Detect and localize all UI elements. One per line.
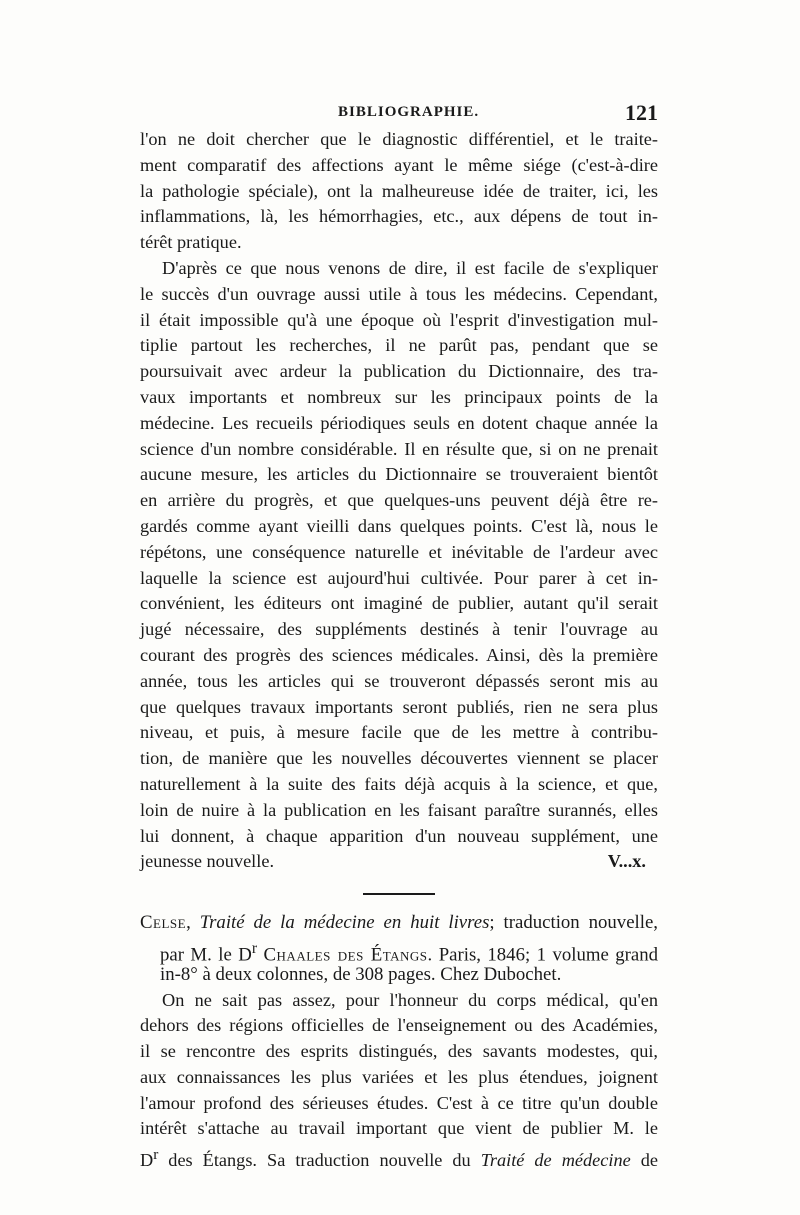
text-block (140, 127, 658, 1171)
text-line: jugé nécessaire, des suppléments destinés à tenir l'ouvrage au (140, 619, 658, 640)
text-line: il était impossible qu'à une époque où l'esprit d'investigation mul- (140, 309, 658, 330)
entry-translator-sup: r (251, 939, 258, 957)
bibliographic-entry-line-2 (140, 936, 658, 966)
text-line: naturellement à la suite des faits déjà acquis à la science, et que, (140, 773, 658, 794)
review-1 (140, 127, 658, 875)
text-line: la pathologie spéciale), ont la malheureuse idée de traiter, ici, les (140, 180, 658, 201)
text-line: dehors des régions officielles de l'enseignement ou des Académies, (140, 1015, 658, 1036)
entry-publication: . Paris, 1846; 1 volume grand (427, 944, 658, 966)
text-line: convénient, les éditeurs ont imaginé de publier, autant qu'il serait (140, 593, 658, 614)
review-2 (140, 910, 658, 1171)
text-line: le succès d'un ouvrage aussi utile à tous les médecins. Cependant, (140, 283, 658, 304)
text-line: courant des progrès des sciences médicales. Ainsi, dès la première (140, 644, 658, 665)
text-line: vaux importants et nombreux sur les principaux points de la (140, 386, 658, 407)
last-line-prefix: D (140, 1150, 154, 1171)
reviewer-signature: V...x. (607, 851, 646, 872)
text-line: tion, de manière que les nouvelles découvertes viennent se placer (140, 748, 658, 769)
text-line: gardés comme ayant vieilli dans quelques points. C'est là, nous le (140, 515, 658, 536)
text-line: lui donnent, à chaque apparition d'un nouveau supplément, une (140, 825, 658, 846)
closing-text: jeunesse nouvelle. (140, 851, 275, 872)
entry-separator: , (186, 912, 200, 934)
text-line: térêt pratique. (140, 232, 242, 253)
last-line-middle: des Étangs. Sa traduction nouvelle du (158, 1150, 481, 1171)
text-line: tiplie partout les recherches, il ne parût pas, pendant que se (140, 335, 658, 356)
bibliographic-entry-line-3: in-8° à deux colonnes, de 308 pages. Chez Dubochet. (160, 963, 562, 985)
text-line: inflammations, là, les hémorrhagies, etc., aux dépens de tout in- (140, 206, 658, 227)
last-line-sup: r (153, 1146, 159, 1164)
text-line: répétons, une conséquence naturelle et inévitable de l'ardeur avec (140, 541, 658, 562)
text-line: aux connaissances les plus variées et les plus étendues, joignent (140, 1066, 658, 1087)
page-number: 121 (625, 100, 658, 125)
last-line-suffix: de (630, 1150, 658, 1171)
text-line: ment comparatif des affections ayant le même siége (c'est-à-dire (140, 154, 658, 175)
closing-line (140, 849, 658, 875)
text-line: poursuivait avec ardeur la publication du Dictionnaire, des tra- (140, 361, 658, 382)
text-line: loin de nuire à la publication en les faisant paraître surannés, elles (140, 799, 658, 820)
text-line: laquelle la science est aujourd'hui cultivée. Pour parer à cet in- (140, 567, 658, 588)
bibliographic-entry-line-1 (140, 910, 658, 936)
text-line: niveau, et puis, à mesure facile que de les mettre à contribu- (140, 722, 658, 743)
entry-translation: ; traduction nouvelle, (489, 912, 658, 934)
book-title-reference: Traité de médecine (480, 1150, 631, 1171)
text-line: que quelques travaux importants seront publiés, rien ne sera plus (140, 696, 658, 717)
running-title: BIBLIOGRAPHIE. (338, 104, 480, 120)
translator-name: Chaales des Étangs (263, 944, 428, 966)
text-line: l'on ne doit chercher que le diagnostic différentiel, et le traite- (140, 129, 658, 149)
text-line: l'amour profond des sérieuses études. C'est à ce titre qu'un double (140, 1092, 658, 1113)
text-line: D'après ce que nous venons de dire, il est facile de s'expliquer (162, 257, 658, 278)
entry-translator-prefix: par M. le D (160, 944, 252, 966)
book-author: Celse (140, 912, 187, 934)
text-line: année, tous les articles qui se trouveront dépassés seront mis au (140, 670, 658, 691)
text-line-last (140, 1142, 658, 1171)
section-divider (363, 893, 435, 895)
running-head (140, 100, 658, 130)
text-line: aucune mesure, les articles du Dictionnaire se trouveraient bientôt (140, 464, 658, 485)
text-line: en arrière du progrès, et que quelques-uns peuvent déjà être re- (140, 490, 658, 511)
text-line: médecine. Les recueils périodiques seuls en dotent chaque année la (140, 412, 658, 433)
book-title: Traité de la médecine en huit livres (199, 912, 490, 934)
text-line: On ne sait pas assez, pour l'honneur du corps médical, qu'en (162, 989, 658, 1010)
text-line: il se rencontre des esprits distingués, des savants modestes, qui, (140, 1041, 658, 1062)
text-line: intérêt s'attache au travail important que vient de publier M. le (140, 1118, 658, 1139)
text-line: science d'un nombre considérable. Il en résulte que, si on ne prenait (140, 438, 658, 459)
